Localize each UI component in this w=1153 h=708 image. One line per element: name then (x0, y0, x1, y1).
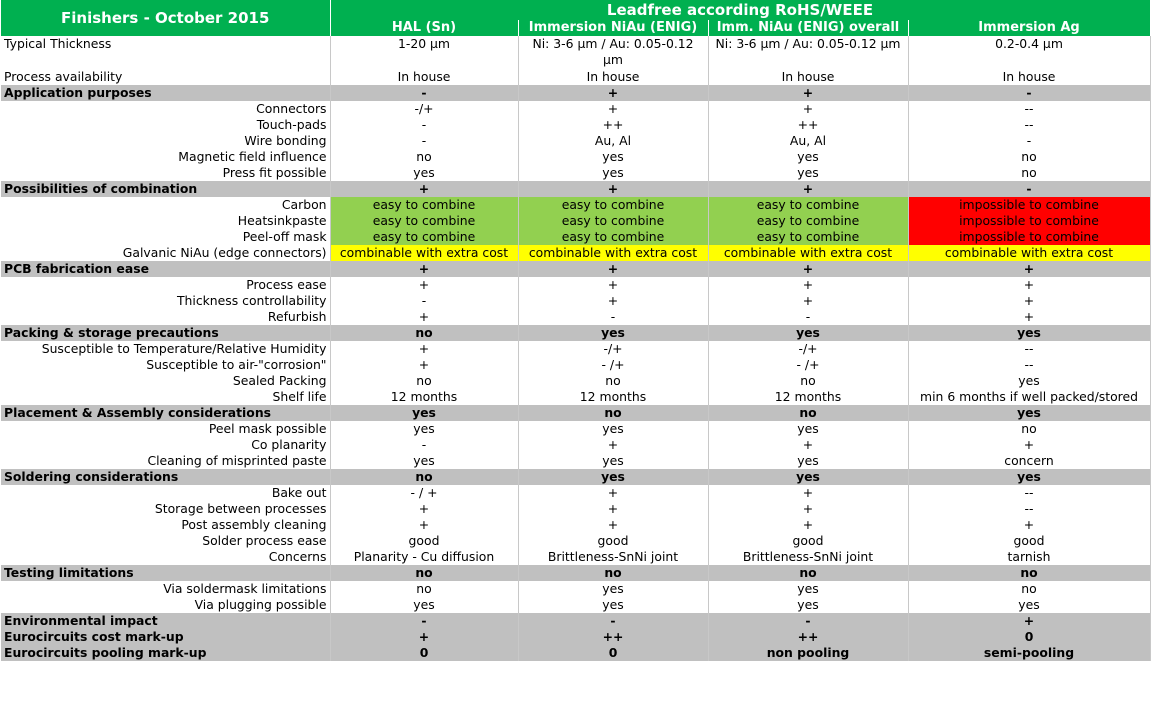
cell-value: non pooling (708, 645, 908, 661)
cell-value: yes (908, 373, 1150, 389)
table-row (1, 373, 1150, 389)
row-label: Refurbish (1, 309, 330, 325)
cell-value: impossible to combine (908, 229, 1150, 245)
column-header-immersion-ag: Immersion Ag (908, 20, 1150, 36)
cell-value: - (330, 117, 518, 133)
cell-value: 0 (908, 629, 1150, 645)
row-label: Shelf life (1, 389, 330, 405)
cell-value: 12 months (708, 389, 908, 405)
cell-value: yes (908, 469, 1150, 485)
row-label: Wire bonding (1, 133, 330, 149)
cell-value: + (330, 357, 518, 373)
table-row (1, 389, 1150, 405)
cell-value: In house (330, 69, 518, 85)
cell-value: - (518, 613, 708, 629)
cell-value: easy to combine (708, 213, 908, 229)
cell-value: In house (708, 69, 908, 85)
section-row (1, 629, 1150, 645)
section-row (1, 261, 1150, 277)
cell-value: yes (908, 597, 1150, 613)
cell-value: - (908, 181, 1150, 197)
cell-value: + (708, 181, 908, 197)
cell-value: -- (908, 341, 1150, 357)
cell-value: no (708, 565, 908, 581)
cell-value: no (518, 405, 708, 421)
cell-value: Planarity - Cu diffusion (330, 549, 518, 565)
cell-value: good (708, 533, 908, 549)
cell-value: yes (708, 325, 908, 341)
cell-value: + (518, 517, 708, 533)
row-label: Post assembly cleaning (1, 517, 330, 533)
cell-value: Brittleness-SnNi joint (708, 549, 908, 565)
section-label: Environmental impact (1, 613, 330, 629)
cell-value: + (908, 613, 1150, 629)
cell-value: - (708, 613, 908, 629)
cell-value: no (330, 581, 518, 597)
row-label: Touch-pads (1, 117, 330, 133)
cell-value: - /+ (708, 357, 908, 373)
cell-value: - (330, 293, 518, 309)
table-row (1, 117, 1150, 133)
cell-value: + (330, 181, 518, 197)
table-row (1, 133, 1150, 149)
cell-value: ++ (518, 629, 708, 645)
cell-value: no (518, 565, 708, 581)
table-row (1, 501, 1150, 517)
cell-value: -/+ (518, 341, 708, 357)
row-label: Susceptible to Temperature/Relative Humidity (1, 341, 330, 357)
cell-value: yes (330, 405, 518, 421)
row-label: Process availability (1, 69, 330, 85)
cell-value: + (708, 485, 908, 501)
cell-value: yes (708, 597, 908, 613)
table-row (1, 165, 1150, 181)
cell-value: yes (518, 325, 708, 341)
cell-value: yes (518, 581, 708, 597)
cell-value: yes (908, 405, 1150, 421)
section-row (1, 613, 1150, 629)
row-label: Co planarity (1, 437, 330, 453)
table-row (1, 213, 1150, 229)
cell-value: yes (908, 325, 1150, 341)
cell-value: easy to combine (518, 197, 708, 213)
cell-value: + (708, 293, 908, 309)
cell-value: + (518, 437, 708, 453)
cell-value: + (518, 485, 708, 501)
cell-value: easy to combine (518, 213, 708, 229)
cell-value: Brittleness-SnNi joint (518, 549, 708, 565)
cell-value: + (708, 277, 908, 293)
cell-value: concern (908, 453, 1150, 469)
section-label: Testing limitations (1, 565, 330, 581)
table-row (1, 197, 1150, 213)
cell-value: ++ (518, 117, 708, 133)
table-row (1, 437, 1150, 453)
cell-value: + (330, 309, 518, 325)
cell-value: yes (518, 149, 708, 165)
cell-value: no (330, 325, 518, 341)
cell-value: tarnish (908, 549, 1150, 565)
cell-value: good (518, 533, 708, 549)
cell-value: + (330, 629, 518, 645)
cell-value: -- (908, 357, 1150, 373)
table-row (1, 341, 1150, 357)
cell-value: + (330, 341, 518, 357)
cell-value: 12 months (518, 389, 708, 405)
cell-value: yes (330, 421, 518, 437)
cell-value: + (330, 261, 518, 277)
cell-value: good (908, 533, 1150, 549)
cell-value: Ni: 3-6 µm / Au: 0.05-0.12 µm (708, 36, 908, 69)
section-row (1, 405, 1150, 421)
row-label: Concerns (1, 549, 330, 565)
cell-value: 0 (518, 645, 708, 661)
cell-value: - / + (330, 485, 518, 501)
cell-value: no (518, 373, 708, 389)
row-label: Magnetic field influence (1, 149, 330, 165)
table-row (1, 277, 1150, 293)
section-row (1, 565, 1150, 581)
cell-value: combinable with extra cost (330, 245, 518, 261)
cell-value: yes (518, 165, 708, 181)
cell-value: + (518, 261, 708, 277)
cell-value: + (518, 501, 708, 517)
cell-value: + (518, 101, 708, 117)
cell-value: + (708, 261, 908, 277)
cell-value: - (708, 309, 908, 325)
table-row (1, 357, 1150, 373)
cell-value: -- (908, 101, 1150, 117)
row-label: Process ease (1, 277, 330, 293)
cell-value: yes (708, 581, 908, 597)
cell-value: yes (708, 469, 908, 485)
section-label: Placement & Assembly considerations (1, 405, 330, 421)
cell-value: no (330, 149, 518, 165)
group-header: Leadfree according RoHS/WEEE (330, 0, 1150, 20)
cell-value: + (518, 181, 708, 197)
section-row (1, 645, 1150, 661)
cell-value: + (908, 261, 1150, 277)
table-row (1, 149, 1150, 165)
cell-value: + (518, 277, 708, 293)
row-label: Cleaning of misprinted paste (1, 453, 330, 469)
table-row (1, 421, 1150, 437)
cell-value: + (708, 85, 908, 101)
cell-value: Au, Al (708, 133, 908, 149)
cell-value: + (908, 309, 1150, 325)
row-label: Via plugging possible (1, 597, 330, 613)
section-label: Soldering considerations (1, 469, 330, 485)
table-row (1, 293, 1150, 309)
cell-value: min 6 months if well packed/stored (908, 389, 1150, 405)
row-label: Press fit possible (1, 165, 330, 181)
column-header-hal: HAL (Sn) (330, 20, 518, 36)
cell-value: -/+ (330, 101, 518, 117)
cell-value: + (708, 517, 908, 533)
cell-value: + (708, 437, 908, 453)
section-label: Application purposes (1, 85, 330, 101)
cell-value: 0 (330, 645, 518, 661)
row-label: Heatsinkpaste (1, 213, 330, 229)
cell-value: In house (908, 69, 1150, 85)
cell-value: impossible to combine (908, 213, 1150, 229)
cell-value: yes (708, 453, 908, 469)
table-row (1, 229, 1150, 245)
cell-value: no (908, 581, 1150, 597)
cell-value: easy to combine (708, 197, 908, 213)
cell-value: - (330, 85, 518, 101)
cell-value: easy to combine (330, 213, 518, 229)
section-label: Eurocircuits cost mark-up (1, 629, 330, 645)
row-label: Bake out (1, 485, 330, 501)
cell-value: + (330, 517, 518, 533)
cell-value: yes (708, 421, 908, 437)
cell-value: + (908, 517, 1150, 533)
cell-value: no (908, 421, 1150, 437)
section-row (1, 181, 1150, 197)
cell-value: - /+ (518, 357, 708, 373)
cell-value: + (708, 501, 908, 517)
section-label: Eurocircuits pooling mark-up (1, 645, 330, 661)
row-label: Thickness controllability (1, 293, 330, 309)
row-label: Solder process ease (1, 533, 330, 549)
cell-value: yes (518, 469, 708, 485)
column-header-enig: Immersion NiAu (ENIG) (518, 20, 708, 36)
cell-value: yes (330, 597, 518, 613)
section-row (1, 325, 1150, 341)
cell-value: 0.2-0.4 µm (908, 36, 1150, 69)
row-label: Connectors (1, 101, 330, 117)
cell-value: -- (908, 117, 1150, 133)
row-label: Carbon (1, 197, 330, 213)
cell-value: yes (518, 453, 708, 469)
cell-value: + (708, 101, 908, 117)
cell-value: - (908, 133, 1150, 149)
cell-value: - (330, 133, 518, 149)
table-row (1, 549, 1150, 565)
cell-value: + (908, 437, 1150, 453)
table-row (1, 69, 1150, 85)
cell-value: + (330, 501, 518, 517)
cell-value: no (330, 469, 518, 485)
cell-value: no (908, 165, 1150, 181)
cell-value: easy to combine (708, 229, 908, 245)
cell-value: -- (908, 485, 1150, 501)
cell-value: - (330, 613, 518, 629)
cell-value: ++ (708, 117, 908, 133)
cell-value: ++ (708, 629, 908, 645)
cell-value: -- (908, 501, 1150, 517)
table-row (1, 101, 1150, 117)
cell-value: yes (330, 165, 518, 181)
table-row (1, 36, 1150, 69)
cell-value: no (708, 373, 908, 389)
cell-value: Au, Al (518, 133, 708, 149)
cell-value: no (908, 565, 1150, 581)
table-row (1, 581, 1150, 597)
section-label: Packing & storage precautions (1, 325, 330, 341)
section-label: PCB fabrication ease (1, 261, 330, 277)
cell-value: good (330, 533, 518, 549)
cell-value: no (330, 565, 518, 581)
table-row (1, 517, 1150, 533)
cell-value: yes (330, 453, 518, 469)
row-label: Peel-off mask (1, 229, 330, 245)
section-row (1, 469, 1150, 485)
cell-value: easy to combine (330, 197, 518, 213)
table-row (1, 597, 1150, 613)
table-row (1, 245, 1150, 261)
row-label: Storage between processes (1, 501, 330, 517)
cell-value: Ni: 3-6 µm / Au: 0.05-0.12 µm (518, 36, 708, 69)
row-label: Susceptible to air-"corrosion" (1, 357, 330, 373)
finishes-comparison-table (1, 0, 1151, 661)
cell-value: + (908, 293, 1150, 309)
cell-value: semi-pooling (908, 645, 1150, 661)
row-label: Sealed Packing (1, 373, 330, 389)
section-row (1, 85, 1150, 101)
cell-value: 1-20 µm (330, 36, 518, 69)
cell-value: no (708, 405, 908, 421)
table-row (1, 453, 1150, 469)
cell-value: combinable with extra cost (908, 245, 1150, 261)
cell-value: 12 months (330, 389, 518, 405)
section-label: Possibilities of combination (1, 181, 330, 197)
cell-value: -/+ (708, 341, 908, 357)
cell-value: impossible to combine (908, 197, 1150, 213)
row-label: Peel mask possible (1, 421, 330, 437)
row-label: Via soldermask limitations (1, 581, 330, 597)
cell-value: + (330, 277, 518, 293)
column-header-enig-overall: Imm. NiAu (ENIG) overall (708, 20, 908, 36)
row-label: Typical Thickness (1, 36, 330, 69)
cell-value: no (330, 373, 518, 389)
cell-value: yes (518, 421, 708, 437)
cell-value: yes (518, 597, 708, 613)
cell-value: yes (708, 149, 908, 165)
cell-value: combinable with extra cost (708, 245, 908, 261)
row-label: Galvanic NiAu (edge connectors) (1, 245, 330, 261)
table-title: Finishers - October 2015 (1, 0, 330, 36)
cell-value: easy to combine (330, 229, 518, 245)
cell-value: + (518, 293, 708, 309)
cell-value: + (908, 277, 1150, 293)
cell-value: easy to combine (518, 229, 708, 245)
cell-value: yes (708, 165, 908, 181)
cell-value: - (908, 85, 1150, 101)
table-row (1, 485, 1150, 501)
cell-value: combinable with extra cost (518, 245, 708, 261)
table-row (1, 533, 1150, 549)
cell-value: + (518, 85, 708, 101)
cell-value: - (518, 309, 708, 325)
table-row (1, 309, 1150, 325)
cell-value: In house (518, 69, 708, 85)
cell-value: - (330, 437, 518, 453)
cell-value: no (908, 149, 1150, 165)
